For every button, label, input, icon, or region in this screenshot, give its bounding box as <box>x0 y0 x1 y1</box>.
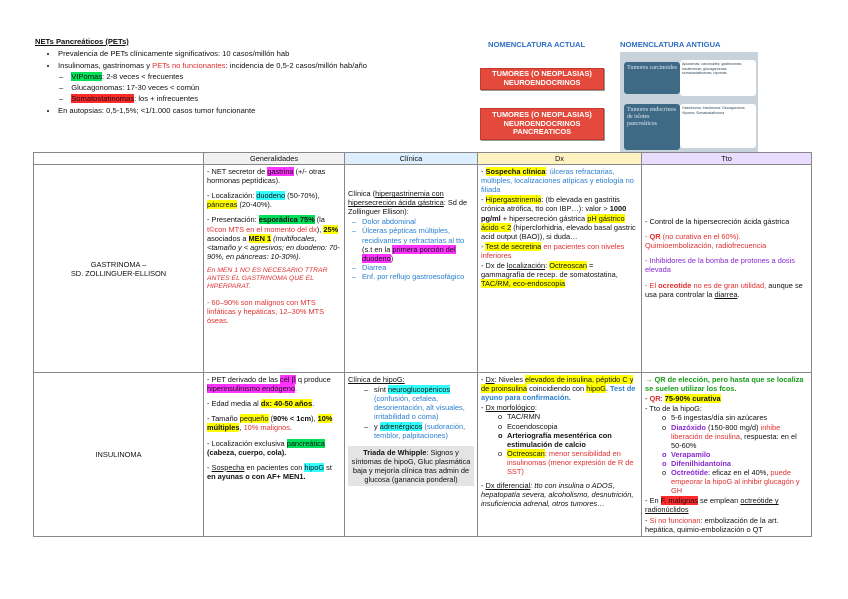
text: : embolización de la art. hepática, quimio-embolización o QT <box>645 515 779 534</box>
text: (la <box>314 215 325 225</box>
text-underline: Dx morfológico <box>485 403 535 413</box>
paragraph <box>645 516 808 534</box>
text: - Edad media al <box>207 399 261 409</box>
hl-somatostatinomas: Somatostatinomas <box>71 94 135 104</box>
paragraph: → QR de elección, pero hasta que se localiza se suelen utilizar los fcos. <box>645 375 804 394</box>
cell-insulinoma-dx <box>478 373 642 537</box>
text: : Signos y síntomas de hipoG, Gluc plasmática baja y mejoría clínica tras admin de glucosa (ganancia ponderal) <box>351 447 471 485</box>
text: Quimioembolización, radiofrecuencia <box>645 241 767 251</box>
paragraph <box>481 403 638 412</box>
text: q produce <box>295 375 331 385</box>
row-label-insulinoma: INSULINOMA <box>34 373 204 537</box>
intro-list <box>35 48 475 116</box>
list-item <box>507 449 638 476</box>
old-list-carcinoides: Apudomas; carcinoides; gastrinomas; insulinomas; glucagonomas; somatostatinomas; vipomas <box>680 60 756 96</box>
text: . <box>290 423 293 433</box>
text-red: inhibe liberación de insulina <box>671 422 781 441</box>
hl: hiperinsulinismo endógeno <box>207 384 295 394</box>
paragraph-men1-note: En MEN 1 NO ES NECESARIO TTRAR ANTES EL GASTRINOMA QUE EL HIPERPARAT. <box>207 266 328 291</box>
nomenclatura-antigua-image <box>620 52 758 156</box>
text: - Presentación: <box>207 215 259 225</box>
intro-bullet-prevalence: • Prevalencia de PETs clínicamente significativos: 10 casos/millón hab <box>58 48 475 59</box>
text: (confusión, cefalea, desorientación, alt visuales, irritabilidad o coma) <box>374 394 465 422</box>
hl: 25% <box>323 224 339 234</box>
header-generalidades: Generalidades <box>204 153 345 165</box>
text: - <box>645 515 650 525</box>
nomenclatura-box-net <box>480 68 604 90</box>
text: : <box>534 403 537 413</box>
hl: adrenérgicos <box>379 421 423 431</box>
hl: Octreoscan <box>549 261 587 271</box>
text: : (tb elevada en gastritis crónica atrófica, tto con IBP…): valor > <box>481 195 620 214</box>
list-item: o Verapamilo <box>671 450 808 459</box>
box-line: PANCREATICOS <box>512 127 572 137</box>
hl: neuroglucopénicos <box>387 385 451 395</box>
header-clinica: Clínica <box>345 153 478 165</box>
paragraph <box>645 232 808 250</box>
text: (multifocales, <tamaño y < agresivos; en duodeno: 70-90%, en páncreas: 10-30%). <box>207 233 340 261</box>
paragraph <box>207 463 341 481</box>
header-empty <box>34 153 204 165</box>
hl: pequeño <box>239 414 269 424</box>
hl: Test de secretina <box>485 241 542 251</box>
paragraph <box>645 281 808 299</box>
list-item <box>374 385 474 421</box>
text: Clínica ( <box>348 189 376 199</box>
cell-insulinoma-tto <box>642 373 812 537</box>
old-box-islotes: Tumores endocrinos de islotes pancreáticos <box>624 104 680 150</box>
text: Octreótide <box>671 468 708 478</box>
hl-vipomas: VIPomas <box>71 71 103 81</box>
box-line: TUMORES (O NEOPLASIAS) <box>492 69 592 79</box>
intro-title: NETs Pancreáticos (PETs) <box>35 37 129 46</box>
cell-gastrinoma-clinica <box>345 165 478 373</box>
text-underline: diarrea <box>714 289 738 299</box>
intro-sublist <box>58 71 475 105</box>
paragraph <box>207 414 341 432</box>
hl: hipoG <box>586 384 606 394</box>
text: : úlceras refractarias, múltiples, localizaciones atípicas y etiología no filiada <box>481 167 634 195</box>
text-red: puede empeorar la hipoG al inhibir glucagón y GH <box>671 468 800 496</box>
text: , respuesta: en el 50-60% <box>671 431 797 450</box>
text: . <box>294 384 297 394</box>
list-item: o Arteriografía mesentérica con estimulación de calcio <box>507 431 638 449</box>
hl: cél β <box>280 375 296 385</box>
intro-bullet-incidence <box>58 60 475 105</box>
paragraph <box>207 191 341 209</box>
clinica-hipoG-title: Clínica de hipoG: <box>348 375 405 385</box>
cell-gastrinoma-generalidades <box>204 165 345 373</box>
text-red: no es de gran utilidad, <box>691 280 767 290</box>
text: ), <box>316 224 324 234</box>
hl: duodeno <box>256 191 286 201</box>
paragraph <box>207 375 341 393</box>
text: - Localización: <box>207 191 257 201</box>
text: - <box>645 394 650 404</box>
list-item <box>362 226 474 262</box>
intro-bullet-autopsias: • En autopsias: 0,5-1,5%; <1/1.000 casos tumor funcionante <box>58 105 475 116</box>
text: : <box>660 394 665 404</box>
list-item: – Diarrea <box>362 263 474 272</box>
paragraph <box>481 261 638 288</box>
hl: pancreática <box>286 438 325 448</box>
paragraph <box>481 195 638 240</box>
intro-sub-vipomas <box>72 71 475 82</box>
cell-insulinoma-clinica <box>345 373 478 537</box>
paragraph <box>481 481 638 508</box>
table-row-insulinoma <box>34 373 812 537</box>
text: ), <box>311 414 318 424</box>
paragraph: - Control de la hipersecreción ácida gástrica <box>645 217 790 227</box>
list-item: o TAC/RMN <box>507 412 638 421</box>
text: asociados a <box>207 233 249 243</box>
text: Diazóxido <box>671 422 706 432</box>
text: - <box>481 481 486 491</box>
text: (50-70%), <box>285 191 320 201</box>
text: y <box>374 421 380 431</box>
text-red: : menor sensibilidad en insulinomas (menor expresión de R de SST) <box>507 448 634 477</box>
box-line: NEUROENDOCRINOS <box>503 78 581 87</box>
nomenclatura-actual-title: NOMENCLATURA ACTUAL <box>488 40 586 49</box>
list-item: o Ecoendoscopia <box>507 422 638 431</box>
text: ( <box>268 414 274 424</box>
text: (20-40%). <box>237 200 272 210</box>
list-item: – Enf. por reflujo gastroesofágico <box>362 272 474 281</box>
hl: primera porción del duodeno <box>362 244 456 263</box>
hl: Hipergastrinemia <box>485 195 542 205</box>
text: en ayunas <box>207 471 244 481</box>
tto-hipoG-list <box>645 413 808 495</box>
text: (150-800 mg/d) <box>705 422 761 432</box>
text: - <box>481 375 486 385</box>
paragraph <box>348 189 474 216</box>
text: . <box>737 289 740 299</box>
text: Insulinomas, gastrinomas y <box>58 60 153 70</box>
text: (hiperclorhidria, elevado basal gastric acid output (BAO)), si duda… <box>481 222 636 241</box>
list-item <box>374 422 474 440</box>
hl: 75-90% curativa <box>664 394 721 404</box>
paragraph <box>481 375 638 402</box>
text: . <box>312 399 315 409</box>
cell-gastrinoma-tto <box>642 165 812 373</box>
text: - En <box>645 496 661 506</box>
hl: páncreas <box>207 200 238 210</box>
paragraph <box>481 242 638 260</box>
hl: Octreoscan <box>507 448 545 458</box>
box-line: NEUROENDOCRINOS <box>503 118 581 128</box>
list-item: – Dolor abdominal <box>362 217 474 226</box>
cell-insulinoma-generalidades <box>204 373 345 537</box>
text: : los + infrecuentes <box>134 94 199 104</box>
paragraph <box>481 167 638 194</box>
text: - <box>481 241 486 251</box>
text: se emplean <box>698 496 741 506</box>
text-red: 10% malignos <box>243 423 290 433</box>
text: (s.t en la <box>362 244 393 254</box>
text-underline: octreótide y radionúclidos <box>645 496 779 515</box>
text: : Sd de Zollinguer Ellison): <box>348 198 468 217</box>
text-red: PETs no funcionantes <box>152 60 226 70</box>
old-box-carcinoides: Tumores carcinoides <box>624 62 680 94</box>
text: - <box>207 462 212 472</box>
text: sínt <box>374 385 388 395</box>
text-red: QR <box>649 394 661 404</box>
label-line: SD. ZOLLINGUER-ELLISON <box>70 268 167 278</box>
text-underline: Dx diferencial <box>485 481 531 491</box>
text: - <box>481 403 486 413</box>
list-item <box>671 423 808 450</box>
paragraph: - Tto de la hipoG: <box>645 404 702 414</box>
text: : <box>545 261 550 271</box>
text: = gammagrafía de recep. de somatostatina, <box>481 261 618 280</box>
text: aunque se usa para controlar la <box>645 280 803 299</box>
header-dx: Dx <box>478 153 642 165</box>
header-tto: Tto <box>642 153 812 165</box>
hl: dx: 40-50 años <box>260 399 313 409</box>
hl: gastrina <box>267 167 294 177</box>
clinica-list <box>348 217 474 281</box>
intro-sub-somatostatinomas <box>72 93 475 104</box>
hl: elevados de insulina, péptido C y de proinsulina <box>481 375 634 394</box>
hl: hipoG <box>304 462 325 472</box>
nomenclatura-box-pnet <box>480 108 604 140</box>
intro-sub-glucagonomas: – Glucagonomas: 17-30 veces < común <box>72 82 475 93</box>
text-underline: Dx <box>485 375 495 385</box>
text-red: Si no funcionan <box>649 515 701 525</box>
text: - Dx de <box>481 261 507 271</box>
nomenclatura-antigua-title: NOMENCLATURA ANTIGUA <box>620 40 721 49</box>
table-header-row <box>34 153 812 165</box>
text: : incidencia de 0,5-2 casos/millón hab/año <box>225 60 367 70</box>
clinica-list <box>348 385 474 440</box>
text: (no curativa en el 60%). <box>660 232 741 242</box>
hl: F. malignas <box>660 496 698 506</box>
text: : tto con insulina o ADOS, hepatopatía severa, alcoholismo, desnutrición, insuficiencia adrenal, otros tumores… <box>481 481 634 509</box>
hl: MEN 1 <box>248 233 272 243</box>
text: . Test de ayuno para confirmación. <box>481 384 636 403</box>
nomenclatura-panel <box>478 36 768 156</box>
list-item: o 5-6 ingestas/día sin azúcares <box>671 413 808 422</box>
hl: esporádica 75% <box>258 215 315 225</box>
text: en pacientes con <box>244 462 305 472</box>
text-underline: hipergastrinemia con hipersecreción ácida gástrica <box>348 189 444 208</box>
dx-morfologico-list <box>481 412 638 476</box>
text: , <box>239 423 244 433</box>
text: : 2-8 veces < frecuentes <box>102 71 184 81</box>
hl: pH gástrico ácido < 2 <box>481 213 625 232</box>
text-red: ocreotide <box>658 280 692 290</box>
hl: Sospecha clínica <box>485 167 546 177</box>
text: (+/- otras hormonas peptídicas). <box>207 167 326 186</box>
text: st <box>324 462 332 472</box>
text: - PET derivado de las <box>207 375 280 385</box>
text: - Localización exclusiva <box>207 438 287 448</box>
table-row-gastrinoma <box>34 165 812 373</box>
text: coincidiendo con <box>527 384 587 394</box>
paragraph <box>645 394 808 403</box>
cell-gastrinoma-dx <box>478 165 642 373</box>
intro-section <box>35 36 475 116</box>
text: - Tamaño <box>207 414 240 424</box>
text: 90% < 1cm <box>273 414 312 424</box>
text: o con AF+ MEN1. <box>243 471 306 481</box>
paragraph <box>207 215 341 260</box>
list-item: o Difenilhidantoína <box>671 459 808 468</box>
text-red: - El <box>645 280 659 290</box>
label-line: GASTRINOMA – <box>90 259 147 269</box>
box-line: TUMORES (O NEOPLASIAS) <box>492 110 592 120</box>
old-list-islotes: Gastrinoma; Insulinoma; Glucagonoma; Vipoma; Somatostatinoma <box>680 104 756 148</box>
whipple-title: Triada de Whipple <box>363 447 427 457</box>
spacer <box>645 167 808 217</box>
text: : Niveles <box>494 375 525 385</box>
paragraph <box>207 167 341 185</box>
whipple-box <box>348 446 474 486</box>
spacer <box>348 167 474 189</box>
paragraph <box>207 439 341 457</box>
text-underline: localización <box>506 261 546 271</box>
paragraph: - Inhibidores de la bomba de protones a dosis elevada <box>645 256 795 275</box>
text-red: en pacientes con niveles inferiores <box>481 241 625 260</box>
paragraph <box>645 496 808 514</box>
text: - <box>481 167 486 177</box>
text: + hipersecreción gástrica <box>500 213 588 223</box>
text: ) <box>390 253 394 263</box>
list-item <box>671 468 808 495</box>
text: : eficaz en el 40%, <box>707 468 771 478</box>
hl: TAC/RM, eco-endoscopia <box>481 279 566 289</box>
row-label-gastrinoma <box>34 165 204 373</box>
hl: 10% múltiples <box>207 414 333 433</box>
text: Úlceras pépticas múltiples, recidivantes y refractarias al tto <box>362 226 465 245</box>
text: (cabeza, cuerpo, cola). <box>207 447 287 457</box>
paragraph <box>207 399 341 408</box>
paragraph: - 60–90% son malignos con MTS linfáticas y hepáticas, 12–30% MTS óseas. <box>207 297 325 325</box>
main-table <box>33 152 812 537</box>
text-underline: Sospecha <box>211 462 245 472</box>
text: - <box>645 232 650 242</box>
text: QR <box>649 232 661 242</box>
text: 1000 pg/ml <box>481 204 627 223</box>
text: - NET secretor de <box>207 167 268 177</box>
text: (sudoración, temblor, palpitaciones) <box>374 421 466 440</box>
text: - <box>481 195 486 205</box>
text-red: t©con MTS en el momento del dx <box>207 224 317 234</box>
